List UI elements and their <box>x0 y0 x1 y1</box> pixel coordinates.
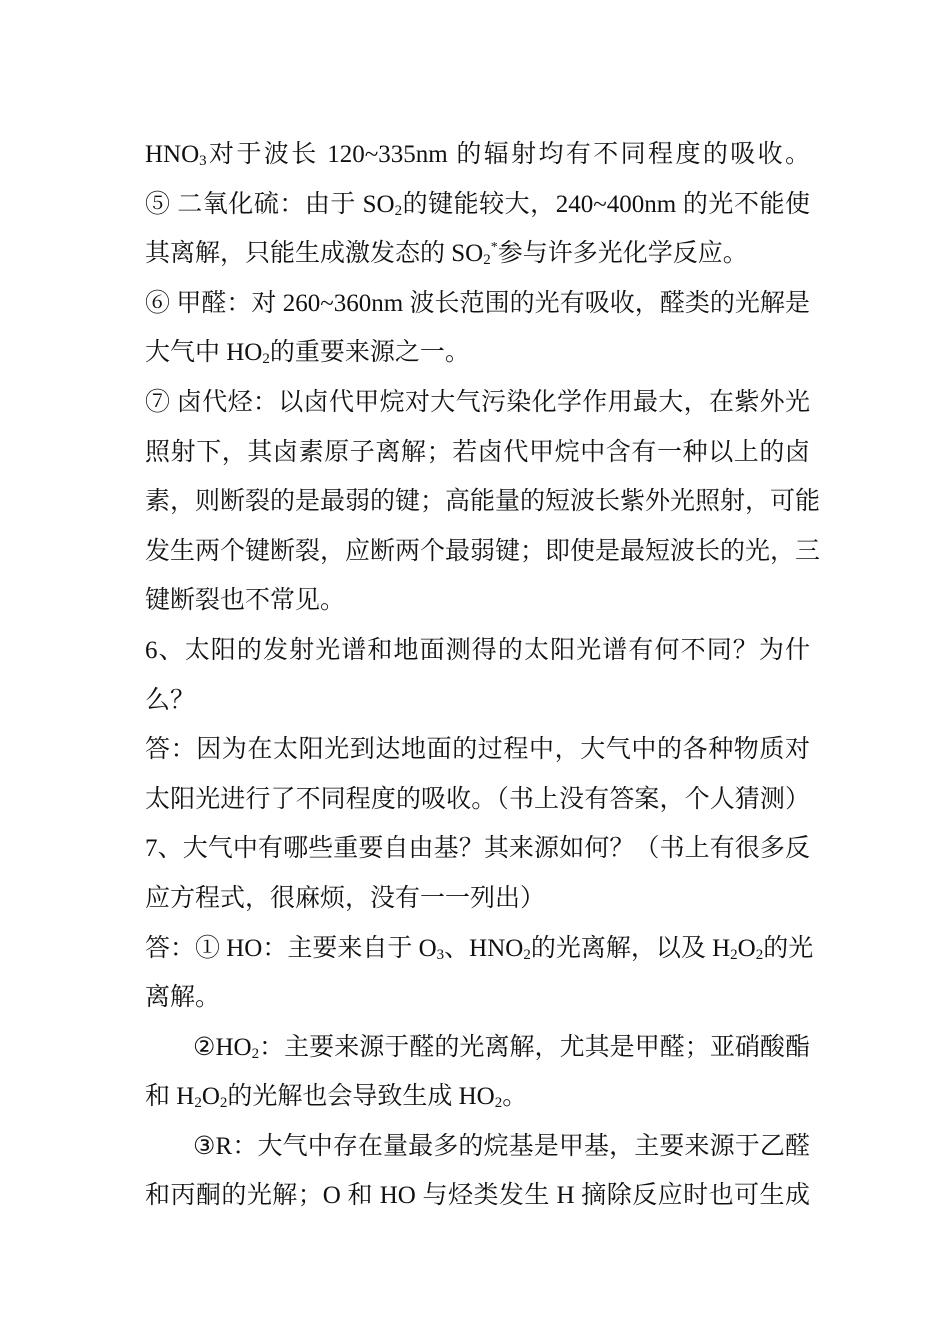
text-line: 素，则断裂的是最弱的键；高能量的短波长紫外光照射，可能 <box>145 488 821 516</box>
answer-line: $②HO_2$：主要来源于醛的光离解，尤其是甲醛；亚硝酸酯 <box>193 1033 810 1062</box>
text-line: $HNO_3$对于波长 120~335nm 的辐射均有不同程度的吸收。 <box>145 141 810 169</box>
answer-line: 答：① HO：主要来自于 $O_3$、$HNO_2$的光离解，以及 $H_2O_2$的光 <box>145 934 814 963</box>
question-line: 应方程式，很麻烦，没有一一列出） <box>145 884 546 912</box>
text-line: 发生两个键断裂，应断两个最弱键；即使是最短波长的光，三 <box>145 537 821 565</box>
question-line: 么？ <box>145 686 196 714</box>
text-line: 照射下，其卤素原子离解；若卤代甲烷中含有一种以上的卤 <box>145 438 810 466</box>
text-line: ⑥ 甲醛：对 260~360nm 波长范围的光有吸收，醛类的光解是 <box>145 289 810 317</box>
question-line: 7、大气中有哪些重要自由基？其来源如何？（书上有很多反 <box>145 835 810 863</box>
text-line: ⑦ 卤代烃：以卤代甲烷对大气污染化学作用最大，在紫外光 <box>145 388 810 416</box>
text-line: 键断裂也不常见。 <box>145 587 346 615</box>
answer-line: 离解。 <box>145 984 221 1012</box>
question-line: 6、太阳的发射光谱和地面测得的太阳光谱有何不同？为什 <box>145 636 810 664</box>
answer-line: 和丙酮的光解；O 和 HO 与烃类发生 H 摘除反应时也可生成 <box>145 1182 810 1210</box>
answer-line: 和 $H_2O_2$的光解也会导致生成 $HO_2$。 <box>145 1083 528 1112</box>
answer-line: ③R：大气中存在量最多的烷基是甲基，主要来源于乙醛 <box>193 1132 810 1160</box>
answer-line: 答：因为在太阳光到达地面的过程中，大气中的各种物质对 <box>145 736 810 764</box>
text-line: 大气中 $HO_2$的重要来源之一。 <box>145 339 470 368</box>
text-line: ⑤ 二氧化硫：由于 $SO_2$的键能较大，240~400nm 的光不能使 <box>145 190 810 219</box>
answer-line: 太阳光进行了不同程度的吸收。（书上没有答案，个人猜测） <box>145 785 810 813</box>
text-line: 其离解，只能生成激发态的 $SO_2^*$参与许多光化学反应。 <box>145 240 748 269</box>
